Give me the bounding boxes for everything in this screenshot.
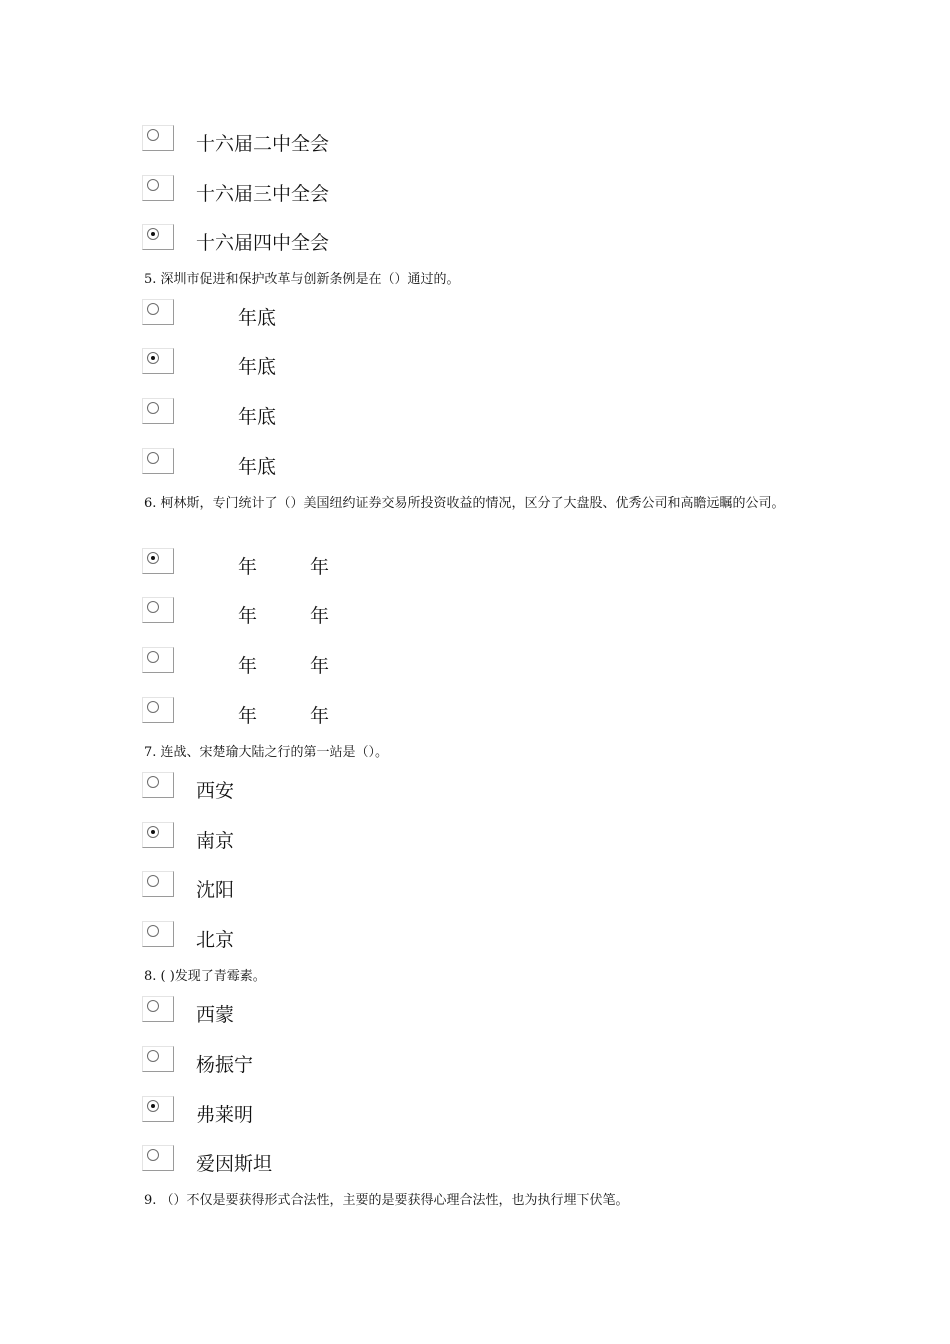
radio-circle-icon — [147, 1050, 159, 1062]
radio-circle-icon — [147, 601, 159, 613]
radio-button[interactable] — [142, 921, 174, 947]
radio-button[interactable] — [142, 299, 174, 325]
radio-circle-icon — [147, 701, 159, 713]
option-label-2: 年 — [310, 705, 330, 727]
radio-button[interactable] — [142, 1096, 174, 1122]
option-label: 北京 — [196, 929, 235, 951]
radio-selected-dot-icon — [151, 232, 155, 236]
option-q5-c[interactable] — [142, 398, 542, 430]
radio-circle-icon — [147, 552, 159, 564]
radio-button[interactable] — [142, 448, 174, 474]
radio-button[interactable] — [142, 647, 174, 673]
question-6: 6. 柯林斯，专门统计了（）美国纽约证券交易所投资收益的情况，区分了大盘股、优秀公司和高瞻远瞩的公司。 — [144, 496, 785, 511]
option-label: 年 — [238, 705, 258, 727]
option-label: 十六届四中全会 — [196, 232, 330, 254]
option-label: 年底 — [238, 406, 277, 428]
option-label: 年 — [238, 556, 258, 578]
option-q5-b[interactable] — [142, 348, 542, 380]
option-q5-a[interactable] — [142, 299, 542, 331]
radio-button[interactable] — [142, 996, 174, 1022]
option-q6-a[interactable] — [142, 548, 542, 580]
question-5: 5. 深圳市促进和保护改革与创新条例是在（）通过的。 — [144, 272, 460, 287]
radio-circle-icon — [147, 651, 159, 663]
radio-button[interactable] — [142, 772, 174, 798]
question-7: 7. 连战、宋楚瑜大陆之行的第一站是（）。 — [144, 745, 389, 760]
option-label-2: 年 — [310, 556, 330, 578]
radio-button[interactable] — [142, 125, 174, 151]
option-q8-d[interactable] — [142, 1145, 542, 1177]
radio-selected-dot-icon — [151, 830, 155, 834]
radio-button[interactable] — [142, 175, 174, 201]
option-label-2: 年 — [310, 605, 330, 627]
option-q4-a[interactable] — [142, 125, 542, 157]
radio-circle-icon — [147, 1149, 159, 1161]
option-q5-d[interactable] — [142, 448, 542, 480]
option-q8-a[interactable] — [142, 996, 542, 1028]
radio-circle-icon — [147, 352, 159, 364]
option-label: 南京 — [196, 830, 235, 852]
option-q7-c[interactable] — [142, 871, 542, 903]
option-label: 西蒙 — [196, 1004, 235, 1026]
radio-circle-icon — [147, 129, 159, 141]
option-label: 沈阳 — [196, 879, 235, 901]
option-q6-b[interactable] — [142, 597, 542, 629]
radio-button[interactable] — [142, 398, 174, 424]
radio-circle-icon — [147, 228, 159, 240]
radio-circle-icon — [147, 402, 159, 414]
radio-button[interactable] — [142, 1046, 174, 1072]
radio-button[interactable] — [142, 697, 174, 723]
radio-circle-icon — [147, 776, 159, 788]
radio-button[interactable] — [142, 348, 174, 374]
option-label-2: 年 — [310, 655, 330, 677]
option-q6-c[interactable] — [142, 647, 542, 679]
option-q8-c[interactable] — [142, 1096, 542, 1128]
option-q6-d[interactable] — [142, 697, 542, 729]
option-label: 十六届二中全会 — [196, 133, 330, 155]
option-label: 年 — [238, 605, 258, 627]
option-label: 十六届三中全会 — [196, 183, 330, 205]
radio-circle-icon — [147, 179, 159, 191]
option-label: 弗莱明 — [196, 1104, 254, 1126]
option-label: 年底 — [238, 356, 277, 378]
option-q7-b[interactable] — [142, 822, 542, 854]
option-q7-a[interactable] — [142, 772, 542, 804]
option-label: 年底 — [238, 307, 277, 329]
radio-circle-icon — [147, 1100, 159, 1112]
option-label: 杨振宁 — [196, 1054, 254, 1076]
radio-button[interactable] — [142, 871, 174, 897]
radio-circle-icon — [147, 875, 159, 887]
radio-circle-icon — [147, 826, 159, 838]
option-q8-b[interactable] — [142, 1046, 542, 1078]
option-q4-b[interactable] — [142, 175, 542, 207]
radio-button[interactable] — [142, 1145, 174, 1171]
option-label: 爱因斯坦 — [196, 1153, 273, 1175]
radio-circle-icon — [147, 1000, 159, 1012]
radio-button[interactable] — [142, 597, 174, 623]
radio-selected-dot-icon — [151, 556, 155, 560]
radio-button[interactable] — [142, 822, 174, 848]
option-label: 年底 — [238, 456, 277, 478]
radio-selected-dot-icon — [151, 1104, 155, 1108]
question-9: 9. （）不仅是要获得形式合法性，主要的是要获得心理合法性，也为执行埋下伏笔。 — [144, 1193, 629, 1208]
option-q4-c[interactable] — [142, 224, 542, 256]
radio-button[interactable] — [142, 224, 174, 250]
radio-selected-dot-icon — [151, 356, 155, 360]
radio-button[interactable] — [142, 548, 174, 574]
radio-circle-icon — [147, 452, 159, 464]
radio-circle-icon — [147, 303, 159, 315]
radio-circle-icon — [147, 925, 159, 937]
option-q7-d[interactable] — [142, 921, 542, 953]
option-label: 年 — [238, 655, 258, 677]
option-label: 西安 — [196, 780, 235, 802]
question-8: 8. ( )发现了青霉素。 — [144, 969, 266, 984]
